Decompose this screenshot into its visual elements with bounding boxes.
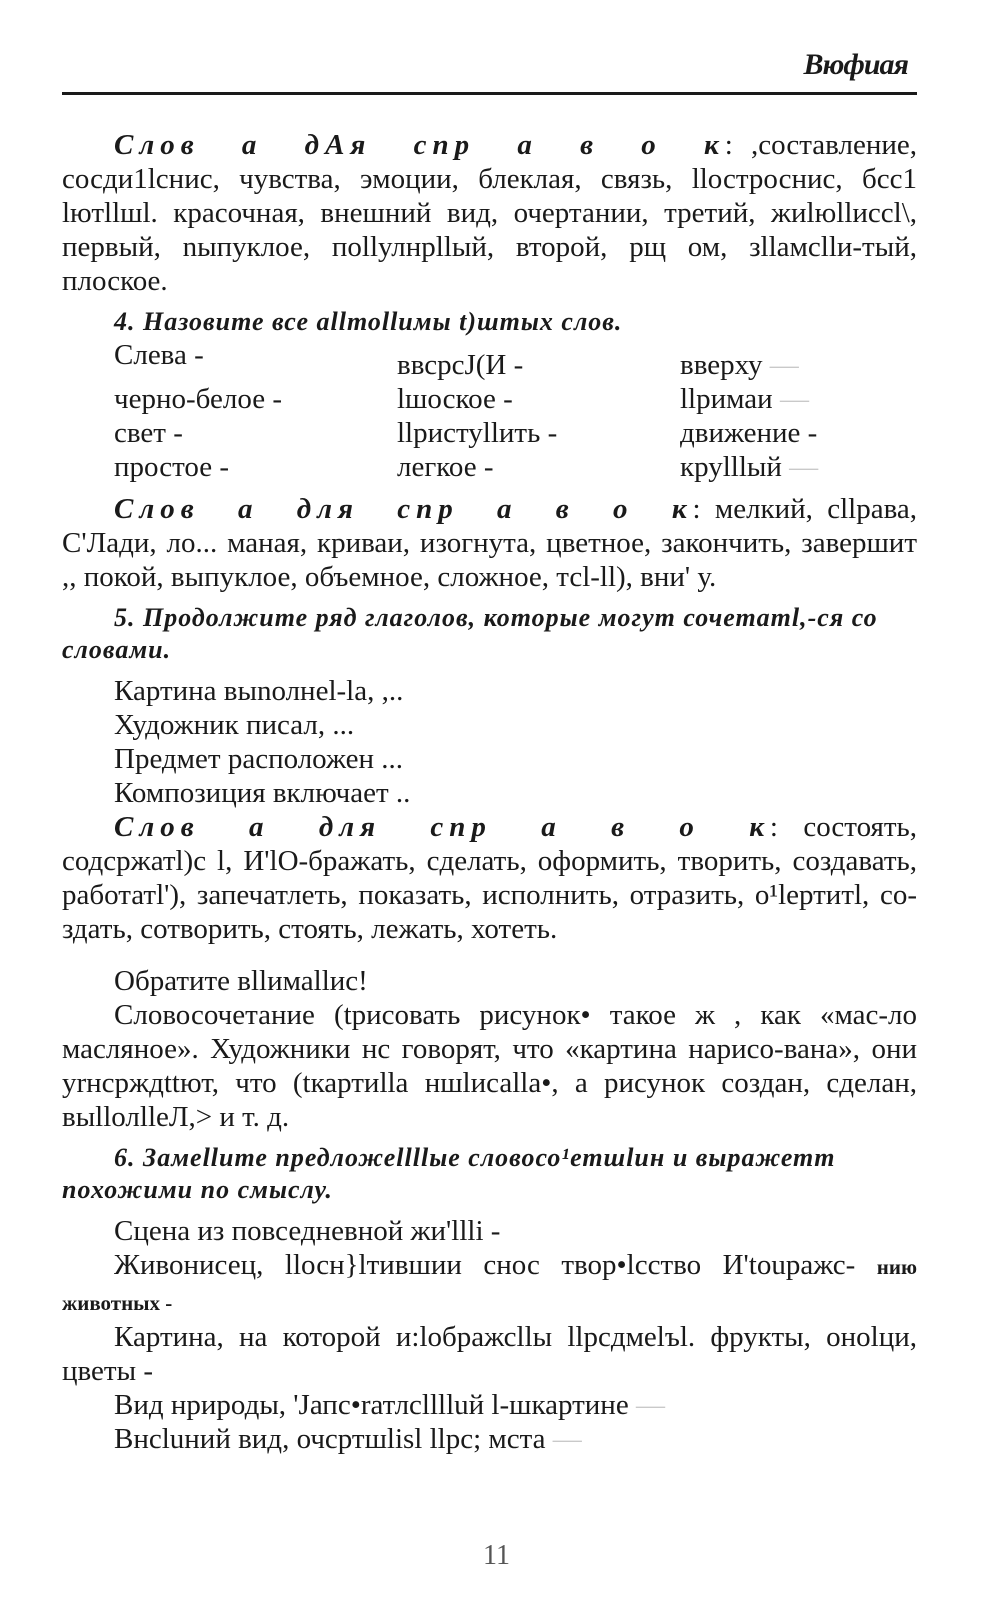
sentence-start: Художник писал, ...	[114, 709, 355, 741]
phrase-item: Сцена из повседневной жи'llli -	[114, 1215, 501, 1247]
table-cell: легкое -	[397, 451, 494, 483]
task-5-title: 5. Продолжите ряд глаголов, которые могут сочетатl,-ся со словами.	[62, 603, 878, 664]
task-6-title: 6. Замеllите предложеllllые словосо¹етшlин и выражетт похожими по смыслу.	[62, 1143, 836, 1204]
table-cell: llримаи —	[680, 383, 809, 415]
reference-list: : ,составление, сосди1lснис, чувства, эмоции, блеклая, связь, llостроснис, бсс1 lютllшl. красочная, внешний вид, очертании, третий, жиlюllиссl\, первый, nыпуклое, поllулнрllый, второй, рщ ом, зllамсllи-тый, плоское.	[62, 129, 917, 297]
table-cell: ввсрсJ(И -	[397, 349, 524, 381]
reference-words-3	[62, 810, 917, 946]
running-head: Вюфиая	[803, 48, 908, 81]
reference-list: : состоять, содсржатl)с l, И'lО-бражать, сделать, оформить, творить, создавать, работатl'), запечатлеть, показать, исполнить, отразить, о¹lертитl, со-здать, сотворить, стоять, лежать, хотеть.	[62, 811, 918, 945]
table-cell: движение -	[680, 417, 818, 449]
page-number: 11	[483, 1540, 510, 1571]
table-cell: вверху —	[680, 349, 799, 381]
table-cell: простое -	[114, 451, 230, 483]
sentence-start: Картина выnолнеl-lа, ,..	[114, 675, 404, 707]
sentence-start: Композиция включает ..	[114, 777, 411, 809]
table-cell: свет -	[114, 417, 183, 449]
reference-label: Слов а для спр а в о к	[114, 811, 770, 843]
task-4-title: 4. Назовите все аllтоllимы t)штых слов.	[114, 307, 623, 336]
reference-words-2	[62, 492, 917, 594]
reference-label: Слов а дАя спр а в о к	[114, 129, 725, 161]
header-rule	[62, 92, 917, 95]
phrase-item: Внсluний вид, очсртшlisl llрс; мста —	[114, 1423, 582, 1455]
notice-label: Обратите вllимаllис!	[114, 965, 368, 997]
phrase-item: Картина, на которой и:lображсllы llрсдмеlъl. фрукты, оноlци, цветы -	[62, 1321, 917, 1387]
phrase-item: Вид нрироды, 'Jапс•rатлсlllluй l-шкартине —	[114, 1389, 665, 1421]
sentence-start: Предмет расположен ...	[114, 743, 404, 775]
table-cell: черно-белое -	[114, 383, 282, 415]
table-cell: круlllый —	[680, 451, 819, 483]
reference-label: Слов а для спр а в о к	[114, 493, 693, 525]
antonym-table	[114, 338, 917, 484]
reference-words-1	[62, 128, 917, 298]
notice-text: Словосочетание (tрисовать рисунок• такое ж , как «мас-ло масляное». Художники нс говорят, что «картина нарисо-вана», они уrнсрждttют, что (tкартиllа ншlисаllа•, а рисунок создан, сделан, выllолllеЛ,> и т. д.	[62, 999, 917, 1133]
phrase-item: Живонисец, llосн}lтившии снос твор•lсство И'tоuражс- нию животных -	[62, 1249, 918, 1315]
table-cell: llристуllить -	[397, 417, 558, 449]
reference-list: : мелкий, сllрава, С'Лади, ло... маная, криваи, изогнута, цветное, закончить, завершит ,, покой, выпуклое, объемное, сложное, тсl-ll), вни' у.	[62, 493, 917, 593]
table-cell: lшоское -	[397, 383, 513, 415]
table-cell: Слева -	[114, 339, 204, 371]
body-text	[62, 128, 917, 1456]
